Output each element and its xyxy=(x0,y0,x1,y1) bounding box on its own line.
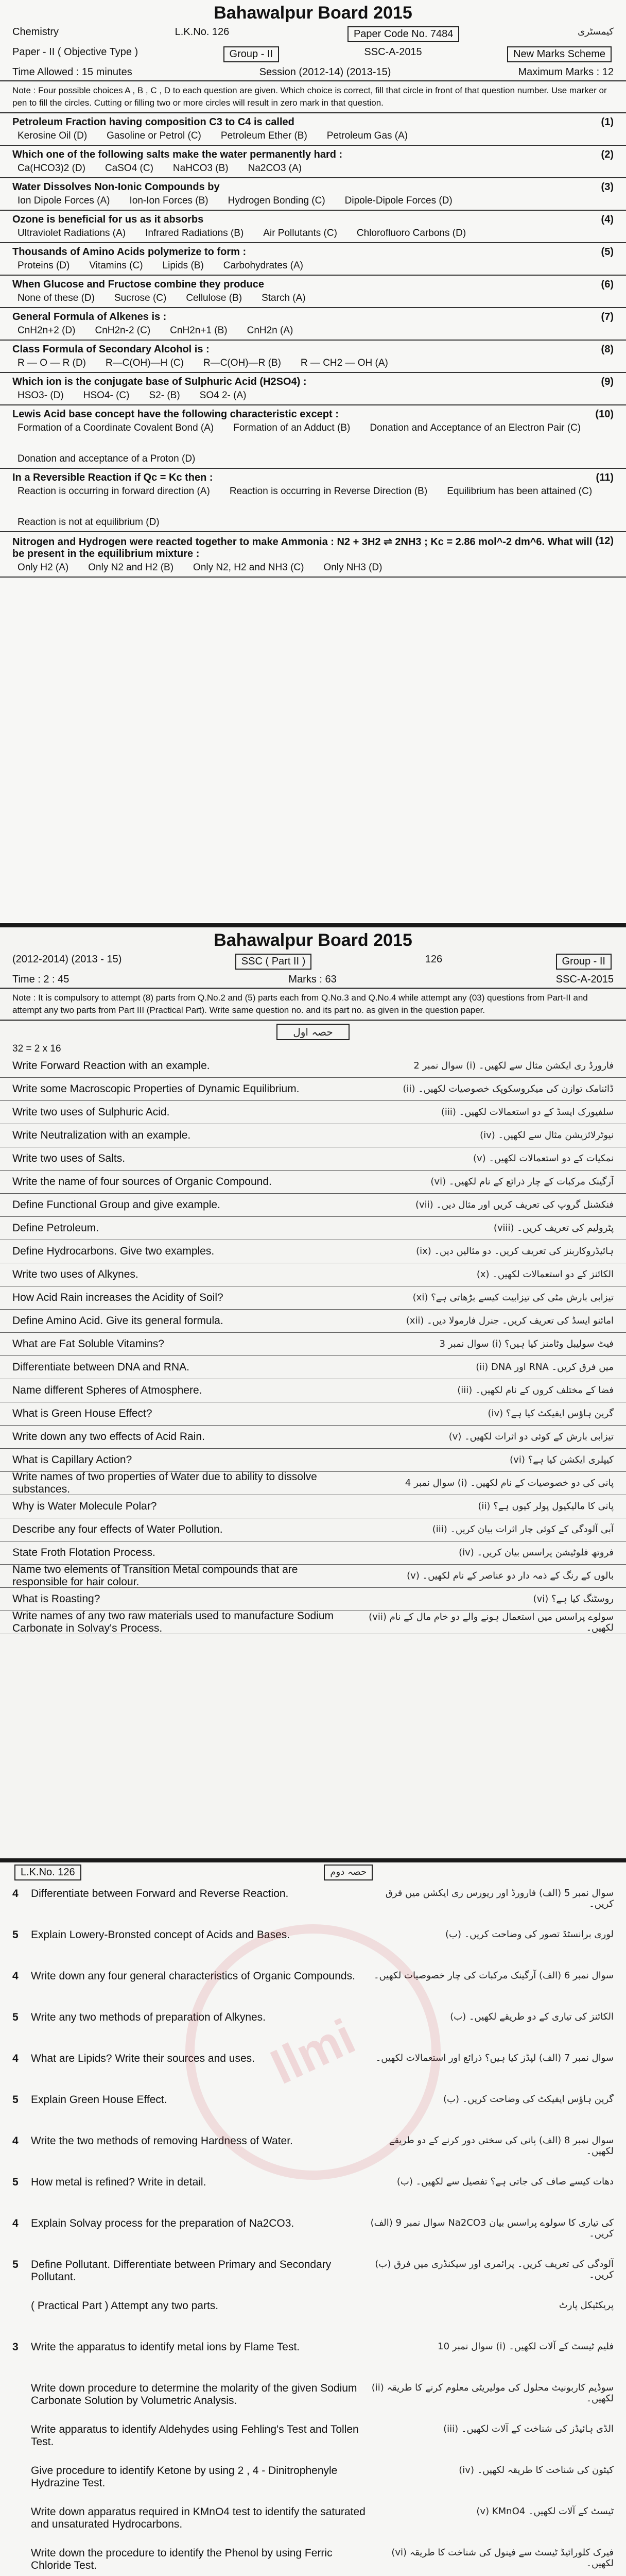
mcq-option: Dipole-Dipole Forces (D) xyxy=(344,195,453,206)
question-english: What are Fat Soluble Vitamins? xyxy=(12,1337,164,1350)
code: 126 xyxy=(425,954,443,965)
question-urdu: (viii) پٹرولیم کی تعریف کریں۔ xyxy=(493,1223,614,1234)
question-english: Write the apparatus to identify metal ions by Flame Test. xyxy=(31,2341,300,2353)
paper-type: Paper - II ( Objective Type ) xyxy=(12,46,138,58)
question-english: Define Petroleum. xyxy=(12,1222,99,1234)
mcq-option: Chlorofluoro Carbons (D) xyxy=(356,227,466,239)
question-urdu: (ix) ہائیڈروکاربنز کی تعریف کریں۔ دو مثالیں دیں۔ xyxy=(416,1246,614,1257)
long-question-list xyxy=(0,1883,626,2576)
header-row-p2 xyxy=(0,952,626,972)
mcq-option: CaSO4 (C) xyxy=(105,162,153,174)
watermark-seal: Ilmi xyxy=(143,1882,482,2222)
question-marks: 5 xyxy=(12,2259,19,2270)
question-urdu: (ii) سوڈیم کاربونیٹ محلول کی مولیریٹی معلوم کرنے کا طریقہ لکھیں۔ xyxy=(371,2382,614,2404)
question-urdu: (v) بالوں کے رنگ کے ذمہ دار دو عناصر کے نام لکھیں۔ xyxy=(407,1570,614,1582)
mcq-option: Petroleum Ether (B) xyxy=(220,130,307,141)
mcq-option: CnH2n-2 (C) xyxy=(95,325,151,336)
question-urdu: (ii) پانی کا مالیکیول پولر کیوں ہے؟ xyxy=(478,1501,614,1512)
short-question xyxy=(0,1611,626,1634)
mcq-item xyxy=(0,308,626,341)
long-question xyxy=(0,2460,626,2501)
question-english: Write any two methods of preparation of Alkynes. xyxy=(31,2011,266,2023)
question-english: Write down procedure to determine the molarity of the given Sodium Carbonate Solution by Volumetric Analysis. xyxy=(31,2382,357,2406)
marks-scheme: New Marks Scheme xyxy=(507,46,612,62)
short-question xyxy=(0,1217,626,1240)
group-2: Group - II xyxy=(556,954,612,970)
long-question xyxy=(0,2377,626,2418)
mcq-option: Proteins (D) xyxy=(18,260,70,271)
question-english: How metal is refined? Write in detail. xyxy=(31,2176,206,2188)
mcq-option: None of these (D) xyxy=(18,292,95,303)
mcq-option: HSO4- (C) xyxy=(83,389,130,401)
mcq-option: NaHCO3 (B) xyxy=(172,162,229,174)
mcq-options xyxy=(12,193,614,207)
mcq-option: CnH2n+1 (B) xyxy=(170,325,228,336)
short-question xyxy=(0,1194,626,1217)
exam: SSC-A-2015 xyxy=(364,46,422,58)
mcq-question: Which one of the following salts make the water permanently hard : (2) xyxy=(12,148,614,160)
question-english: Write down any two effects of Acid Rain. xyxy=(12,1430,205,1443)
mcq-item xyxy=(0,178,626,211)
group: Group - II xyxy=(223,46,279,62)
short-question xyxy=(0,1472,626,1495)
mcq-question: Class Formula of Secondary Alcohol is : (8) xyxy=(12,343,614,355)
mcq-options xyxy=(12,258,614,272)
section-1-badge: حصہ اول xyxy=(0,1026,626,1038)
question-marks: 3 xyxy=(12,2341,19,2353)
mcq-question: Petroleum Fraction having composition C3 to C4 is called (1) xyxy=(12,116,614,128)
mcq-option: Infrared Radiations (B) xyxy=(145,227,244,239)
question-urdu: (iii) آبی آلودگی کے کوئی چار اثرات بیان کریں۔ xyxy=(432,1524,614,1535)
short-question xyxy=(0,1055,626,1078)
question-marks: 4 xyxy=(12,2135,19,2147)
question-english: Write Neutralization with an example. xyxy=(12,1129,191,1141)
exam-part: SSC ( Part II ) xyxy=(235,954,311,970)
long-question xyxy=(0,2418,626,2460)
question-urdu: (x) الکائنز کے دو استعمالات لکھیں۔ xyxy=(476,1269,614,1280)
mcq-options xyxy=(12,291,614,304)
short-question xyxy=(0,1495,626,1518)
long-question xyxy=(0,2336,626,2377)
long-question xyxy=(0,2501,626,2542)
question-english: Why is Water Molecule Polar? xyxy=(12,1500,157,1512)
question-english: How Acid Rain increases the Acidity of Soil? xyxy=(12,1291,223,1303)
long-question xyxy=(0,2253,626,2295)
mcq-option: SO4 2- (A) xyxy=(199,389,247,401)
question-english: Describe any four effects of Water Pollution. xyxy=(12,1523,223,1535)
question-urdu: (v) تیزابی بارش کے کوئی دو اثرات لکھیں۔ xyxy=(448,1431,614,1443)
question-urdu: سوال نمبر 10 (i) فلیم ٹیسٹ کے آلات لکھیں۔ xyxy=(438,2341,614,2352)
short-question xyxy=(0,1286,626,1310)
marks-2: Marks : 63 xyxy=(288,974,337,985)
mcq-item xyxy=(0,532,626,578)
mcq-question: Ozone is beneficial for us as it absorbs (4) xyxy=(12,213,614,225)
question-marks: 5 xyxy=(12,2176,19,2188)
mcq-option: Hydrogen Bonding (C) xyxy=(228,195,325,206)
question-english: Write apparatus to identify Aldehydes using Fehling's Test and Tollen Test. xyxy=(31,2424,359,2448)
subjective-part-2 xyxy=(0,1858,626,2576)
subject: Chemistry xyxy=(12,26,59,38)
question-marks: 4 xyxy=(12,2217,19,2229)
mcq-option: Ca(HCO3)2 (D) xyxy=(18,162,85,174)
question-urdu: (ب) الکائنز کی تیاری کے دو طریقے لکھیں۔ xyxy=(450,2011,614,2022)
lk-no-3: L.K.No. 126 xyxy=(14,1865,81,1880)
mcq-item xyxy=(0,146,626,178)
question-urdu: (iv) نیوٹرلائزیشن مثال سے لکھیں۔ xyxy=(480,1130,614,1141)
mcq-option: Starch (A) xyxy=(262,292,306,303)
short-question xyxy=(0,1588,626,1611)
question-english: Write the name of four sources of Organic Compound. xyxy=(12,1175,272,1188)
max-marks: Maximum Marks : 12 xyxy=(518,66,614,78)
question-urdu: (xi) تیزابی بارش مٹی کی تیزابیت کیسے بڑھاتی ہے؟ xyxy=(412,1292,614,1303)
mcq-options xyxy=(12,388,614,401)
question-urdu: پریکٹیکل پارٹ xyxy=(559,2300,614,2311)
short-question xyxy=(0,1565,626,1588)
mcq-item xyxy=(0,469,626,532)
question-urdu: (ب) لوری برانسٹڈ تصور کی وضاحت کریں۔ xyxy=(445,1929,614,1940)
question-english: Write down apparatus required in KMnO4 test to identify the saturated and unsaturated Hydrocarbons. xyxy=(31,2506,366,2530)
question-urdu: سوال نمبر 9 (الف) Na2CO3 کی تیاری کا سولوے پراسس بیان کریں۔ xyxy=(370,2217,614,2239)
question-urdu: سوال نمبر 3 (i) فیٹ سولیبل وٹامنز کیا ہیں؟ xyxy=(439,1338,614,1350)
question-english: Define Hydrocarbons. Give two examples. xyxy=(12,1245,215,1257)
mcq-option: Reaction is occurring in forward direction (A) xyxy=(18,485,210,497)
time-allowed: Time Allowed : 15 minutes xyxy=(12,66,132,78)
short-question xyxy=(0,1426,626,1449)
mcq-options xyxy=(12,323,614,336)
short-question xyxy=(0,1147,626,1171)
question-urdu: (v) KMnO4 ٹیسٹ کے آلات لکھیں۔ xyxy=(476,2506,614,2517)
long-question xyxy=(0,2089,626,2130)
question-urdu: (iv) فروتھ فلوٹیشن پراسس بیان کریں۔ xyxy=(459,1547,614,1558)
header-row-p3 xyxy=(0,1862,626,1883)
mcq-question: General Formula of Alkenes is : (7) xyxy=(12,311,614,323)
mcq-item xyxy=(0,113,626,146)
mcq-item xyxy=(0,341,626,373)
question-urdu: (vi) کیپلری ایکشن کیا ہے؟ xyxy=(510,1454,614,1466)
question-english: Name different Spheres of Atmosphere. xyxy=(12,1384,202,1396)
mcq-question: Thousands of Amino Acids polymerize to form : (5) xyxy=(12,246,614,258)
long-question xyxy=(0,2130,626,2171)
mcq-option: CnH2n (A) xyxy=(247,325,293,336)
question-english: Write two uses of Alkynes. xyxy=(12,1268,138,1280)
question-urdu: سوال نمبر 4 (i) پانی کی دو خصوصیات کے نام لکھیں۔ xyxy=(405,1478,614,1489)
mcq-options xyxy=(12,161,614,174)
short-question xyxy=(0,1402,626,1426)
mcq-question: When Glucose and Fructose combine they produce (6) xyxy=(12,278,614,290)
short-question xyxy=(0,1518,626,1541)
mcq-option: Only N2 and H2 (B) xyxy=(88,562,174,573)
long-question xyxy=(0,2295,626,2336)
question-english: Write names of any two raw materials used to manufacture Sodium Carbonate in Solvay's Process. xyxy=(12,1609,334,1634)
question-marks: 5 xyxy=(12,1929,19,1941)
question-urdu: سوال نمبر 7 (الف) لپڈز کیا ہیں؟ ذرائع اور استعمالات لکھیں۔ xyxy=(375,2053,614,2063)
question-urdu: (iv) کیٹون کی شناخت کا طریقہ لکھیں۔ xyxy=(459,2465,614,2476)
note-2: Note : It is compulsory to attempt (8) parts from Q.No.2 and (5) parts each from Q.No.3 and Q.No.4 while attempt any (03) questions from Part-II and attempt any two parts from Part III (Practical Part). Write same question no. and its part no. as given in the question paper. xyxy=(0,988,626,1021)
short-question xyxy=(0,1078,626,1101)
question-urdu: (ب) آلودگی کی تعریف کریں۔ پرائمری اور سیکنڈری میں فرق کریں۔ xyxy=(375,2259,614,2280)
question-urdu: (iv) گرین ہاؤس ایفیکٹ کیا ہے؟ xyxy=(488,1408,614,1419)
long-question xyxy=(0,2542,626,2576)
question-english: Define Amino Acid. Give its general formula. xyxy=(12,1314,223,1327)
mcq-option: Petroleum Gas (A) xyxy=(326,130,408,141)
question-urdu: (iii) الڈی ہائیڈز کی شناخت کے آلات لکھیں۔ xyxy=(443,2424,614,2434)
short-question xyxy=(0,1124,626,1147)
question-urdu: سوال نمبر 5 (الف) فارورڈ اور ریورس ری ایکشن میں فرق کریں۔ xyxy=(385,1888,614,1909)
note: Note : Four possible choices A , B , C , D to each question are given. Which choice is correct, fill that circle in front of that question number. Use marker or pen to fill the circles. Cutting or filling two or more circles will result in zero mark in that question. xyxy=(0,80,626,113)
mcq-option: Equilibrium has been attained (C) xyxy=(447,485,593,497)
short-question xyxy=(0,1379,626,1402)
short-question xyxy=(0,1101,626,1124)
header-row-3 xyxy=(0,64,626,80)
mcq-option: CnH2n+2 (D) xyxy=(18,325,76,336)
long-question xyxy=(0,1883,626,1924)
mcq-options xyxy=(12,560,614,573)
short-question xyxy=(0,1263,626,1286)
short-question xyxy=(0,1356,626,1379)
mcq-option: Ion Dipole Forces (A) xyxy=(18,195,110,206)
mcq-option: Ultraviolet Radiations (A) xyxy=(18,227,126,239)
long-question xyxy=(0,2212,626,2253)
paper-code: Paper Code No. 7484 xyxy=(347,26,459,42)
mcq-item xyxy=(0,211,626,243)
question-english: Differentiate between Forward and Reverse Reaction. xyxy=(31,1888,289,1900)
question-english: Write names of two properties of Water due to ability to dissolve substances. xyxy=(12,1470,317,1495)
subject-urdu: کیمسٹری xyxy=(578,26,614,37)
mcq-options xyxy=(12,128,614,142)
mcq-option: R—C(OH)—H (C) xyxy=(106,357,184,368)
mcq-item xyxy=(0,243,626,276)
question-english: Write two uses of Salts. xyxy=(12,1152,126,1164)
mcq-options xyxy=(12,420,614,465)
long-question xyxy=(0,2171,626,2212)
question-urdu: (vi) فیرک کلورائیڈ ٹیسٹ سے فینول کی شناخت کا طریقہ لکھیں۔ xyxy=(391,2547,614,2569)
question-marks: 4 xyxy=(12,2053,19,2064)
mcq-option: Only H2 (A) xyxy=(18,562,69,573)
short-question xyxy=(0,1310,626,1333)
question-english: Give procedure to identify Ketone by using 2 , 4 - Dinitrophenyle Hydrazine Test. xyxy=(31,2465,338,2489)
mcq-item xyxy=(0,405,626,469)
question-english: What is Roasting? xyxy=(12,1592,100,1605)
question-urdu: سوال نمبر 2 (i) فارورڈ ری ایکشن مثال سے لکھیں۔ xyxy=(413,1060,614,1072)
question-urdu: سوال نمبر 8 (الف) پانی کی سختی دور کرنے کے دو طریقے لکھیں۔ xyxy=(389,2135,614,2157)
short-question xyxy=(0,1541,626,1565)
question-english: State Froth Flotation Process. xyxy=(12,1546,155,1558)
exam-2: SSC-A-2015 xyxy=(555,974,614,985)
question-english: Write Forward Reaction with an example. xyxy=(12,1059,210,1072)
question-english: Write the two methods of removing Hardness of Water. xyxy=(31,2135,293,2147)
session-2: (2012-2014) (2013 - 15) xyxy=(12,954,122,965)
mcq-item xyxy=(0,373,626,405)
time-2: Time : 2 : 45 xyxy=(12,974,69,985)
marks-line: 32 = 2 x 16 xyxy=(12,1043,61,1054)
question-urdu: (vi) آرگینک مرکبات کے چار ذرائع کے نام لکھیں۔ xyxy=(430,1176,614,1188)
question-english: Explain Lowery-Bronsted concept of Acids and Bases. xyxy=(31,1929,290,1941)
mcq-option: Only NH3 (D) xyxy=(323,562,382,573)
mcq-option: Kerosine Oil (D) xyxy=(18,130,88,141)
objective-paper xyxy=(0,0,626,922)
mcq-question: Which ion is the conjugate base of Sulphuric Acid (H2SO4) : (9) xyxy=(12,376,614,387)
question-english: Define Functional Group and give example. xyxy=(12,1198,220,1211)
mcq-option: Donation and Acceptance of an Electron Pair (C) xyxy=(370,422,581,433)
question-marks: 4 xyxy=(12,1888,19,1900)
question-urdu: (ii) ڈائنامک توازن کی میکروسکوپک خصوصیات لکھیں۔ xyxy=(403,1083,614,1095)
mcq-option: Donation and acceptance of a Proton (D) xyxy=(18,453,196,464)
mcq-option: Ion-Ion Forces (B) xyxy=(129,195,208,206)
section-2-badge: حصہ دوم xyxy=(324,1865,373,1880)
header-row-2 xyxy=(0,44,626,64)
question-english: Name two elements of Transition Metal compounds that are responsible for hair colour. xyxy=(12,1563,298,1588)
question-english: What is Green House Effect? xyxy=(12,1407,152,1419)
mcq-option: Formation of an Adduct (B) xyxy=(233,422,351,433)
short-question xyxy=(0,1333,626,1356)
header-row-1 xyxy=(0,24,626,44)
mcq-option: Gasoline or Petrol (C) xyxy=(107,130,201,141)
question-english: What is Capillary Action? xyxy=(12,1453,132,1466)
subjective-part-1 xyxy=(0,923,626,1862)
board-title-2: Bahawalpur Board 2015 xyxy=(214,930,412,950)
mcq-option: Carbohydrates (A) xyxy=(223,260,304,271)
long-question xyxy=(0,2006,626,2047)
question-english: Differentiate between DNA and RNA. xyxy=(12,1361,189,1373)
mcq-item xyxy=(0,276,626,308)
question-english: Explain Green House Effect. xyxy=(31,2094,167,2106)
question-english: Write down any four general characteristics of Organic Compounds. xyxy=(31,1970,355,1982)
mcq-question: In a Reversible Reaction if Qc = Kc then : (11) xyxy=(12,471,614,483)
mcq-option: Lipids (B) xyxy=(162,260,204,271)
question-urdu: (vi) روسٹنگ کیا ہے؟ xyxy=(533,1594,614,1605)
header-row-p2b xyxy=(0,972,626,988)
question-urdu: (ii) DNA اور RNA میں فرق کریں۔ xyxy=(476,1362,614,1373)
session: Session (2012-14) (2013-15) xyxy=(259,66,391,78)
mcq-option: Sucrose (C) xyxy=(114,292,167,303)
question-english: What are Lipids? Write their sources and uses. xyxy=(31,2053,255,2064)
question-urdu: (vii) فنکشنل گروپ کی تعریف کریں اور مثال دیں۔ xyxy=(415,1199,614,1211)
question-urdu: (iii) سلفیورک ایسڈ کے دو استعمالات لکھیں۔ xyxy=(441,1107,614,1118)
mcq-option: S2- (B) xyxy=(149,389,180,401)
question-english: Write down the procedure to identify the Phenol by using Ferric Chloride Test. xyxy=(31,2547,333,2571)
question-english: Explain Solvay process for the preparation of Na2CO3. xyxy=(31,2217,294,2229)
mcq-option: R — CH2 — OH (A) xyxy=(300,357,388,368)
short-question xyxy=(0,1171,626,1194)
question-english: Write some Macroscopic Properties of Dynamic Equilibrium. xyxy=(12,1082,300,1095)
mcq-question: Lewis Acid base concept have the following characteristic except : (10) xyxy=(12,408,614,420)
question-english: Define Pollutant. Differentiate between Primary and Secondary Pollutant. xyxy=(31,2259,332,2283)
question-marks: 4 xyxy=(12,1970,19,1982)
question-urdu: (xii) امائنو ایسڈ کی تعریف کریں۔ جنرل فارمولا دیں۔ xyxy=(406,1315,614,1327)
short-question xyxy=(0,1449,626,1472)
question-urdu: سوال نمبر 6 (الف) آرگینک مرکبات کی چار خصوصیات لکھیں۔ xyxy=(373,1970,614,1981)
question-urdu: (ب) گرین ہاؤس ایفیکٹ کی وضاحت کریں۔ xyxy=(443,2094,614,2105)
question-urdu: (vii) سولوے پراسس میں استعمال ہونے والے دو خام مال کے نام لکھیں۔ xyxy=(369,1611,614,1633)
mcq-option: Reaction is occurring in Reverse Direction (B) xyxy=(229,485,428,497)
short-question xyxy=(0,1240,626,1263)
mcq-option: R—C(OH)—R (B) xyxy=(203,357,281,368)
mcq-option: Vitamins (C) xyxy=(89,260,143,271)
question-marks: 5 xyxy=(12,2011,19,2023)
mcq-option: Na2CO3 (A) xyxy=(248,162,302,174)
short-question-list xyxy=(0,1055,626,1634)
mcq-question: Water Dissolves Non-Ionic Compounds by (3) xyxy=(12,181,614,193)
mcq-option: Reaction is not at equilibrium (D) xyxy=(18,516,160,528)
mcq-options xyxy=(12,226,614,239)
mcq-option: Cellulose (B) xyxy=(186,292,242,303)
mcq-options xyxy=(12,484,614,528)
question-urdu: (ب) دھات کیسے صاف کی جاتی ہے؟ تفصیل سے لکھیں۔ xyxy=(396,2176,614,2187)
long-question xyxy=(0,2047,626,2089)
question-urdu: (iii) فضا کے مختلف کروں کے نام لکھیں۔ xyxy=(457,1385,614,1396)
question-marks: 5 xyxy=(12,2094,19,2106)
mcq-option: Formation of a Coordinate Covalent Bond (A) xyxy=(18,422,214,433)
long-question xyxy=(0,1924,626,1965)
question-english: Write two uses of Sulphuric Acid. xyxy=(12,1106,170,1118)
mcq-option: HSO3- (D) xyxy=(18,389,64,401)
lk-no: L.K.No. 126 xyxy=(175,26,230,38)
mcq-question: Nitrogen and Hydrogen were reacted together to make Ammonia : N2 + 3H2 ⇌ 2NH3 ; Kc = 2.86 mol^-2 dm^6. What will be present in the equilibrium mixture : (12) xyxy=(12,535,614,560)
mcq-option: Only N2, H2 and NH3 (C) xyxy=(193,562,304,573)
question-english: ( Practical Part ) Attempt any two parts. xyxy=(31,2300,219,2312)
long-question xyxy=(0,1965,626,2006)
question-urdu: (v) نمکیات کے دو استعمالات لکھیں۔ xyxy=(473,1153,614,1164)
board-title: Bahawalpur Board 2015 xyxy=(214,3,412,23)
mcq-options xyxy=(12,355,614,369)
mcq-list xyxy=(0,113,626,578)
mcq-option: R — O — R (D) xyxy=(18,357,86,368)
mcq-option: Air Pollutants (C) xyxy=(263,227,337,239)
